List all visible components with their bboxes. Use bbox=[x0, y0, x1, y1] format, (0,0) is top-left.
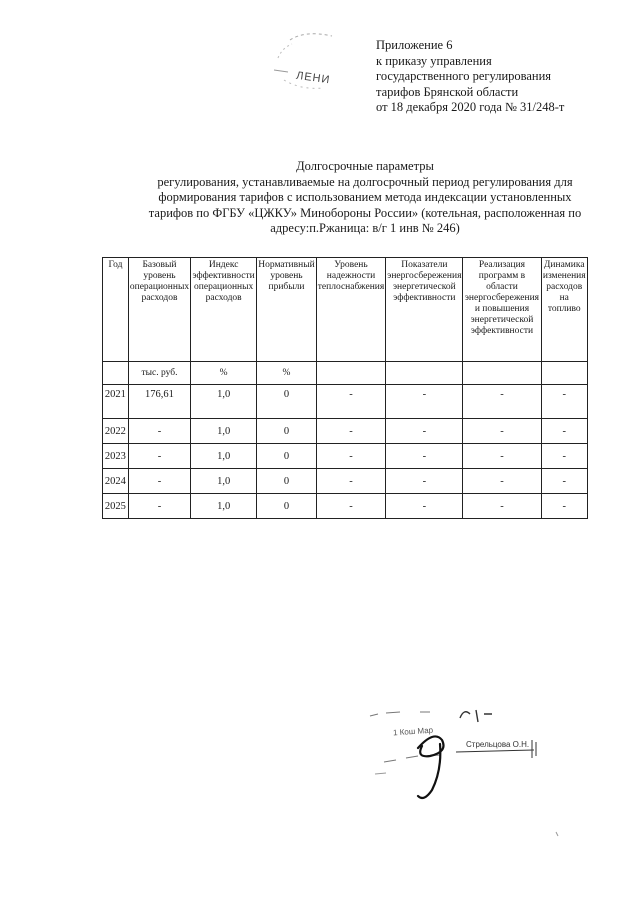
table-cell: 0 bbox=[257, 444, 317, 469]
table-cell: 0 bbox=[257, 494, 317, 519]
title-line-4: тарифов по ФГБУ «ЦЖКУ» Минобороны России» (котельная, расположенная по bbox=[148, 205, 582, 220]
table-cell: 2022 bbox=[103, 419, 129, 444]
header-reliability: Уровень надежности теплоснабжения bbox=[316, 258, 385, 362]
table-row bbox=[103, 494, 588, 519]
table-cell: 0 bbox=[257, 419, 317, 444]
appendix-line-5: от 18 декабря 2020 года № 31/248-т bbox=[376, 100, 565, 114]
table-cell: - bbox=[463, 444, 541, 469]
header-base-opex: Базовый уровень операционных расходов bbox=[128, 258, 190, 362]
unit-cell bbox=[463, 362, 541, 385]
table-cell: - bbox=[316, 494, 385, 519]
table-cell: 2024 bbox=[103, 469, 129, 494]
appendix-line-1: Приложение 6 bbox=[376, 38, 453, 52]
unit-cell: тыс. руб. bbox=[128, 362, 190, 385]
table-cell: - bbox=[128, 469, 190, 494]
appendix-line-2: к приказу управления bbox=[376, 53, 492, 68]
title-line-5: адресу:п.Ржаница: в/г 1 инв № 246) bbox=[270, 221, 460, 235]
table-cell: - bbox=[541, 419, 588, 444]
table-cell: 2023 bbox=[103, 444, 129, 469]
unit-cell: % bbox=[257, 362, 317, 385]
table-cell: - bbox=[463, 385, 541, 419]
table-cell: - bbox=[316, 469, 385, 494]
document-title bbox=[140, 159, 590, 237]
table-cell: - bbox=[541, 444, 588, 469]
unit-cell bbox=[386, 362, 463, 385]
unit-cell bbox=[103, 362, 129, 385]
title-line-1: Долгосрочные параметры bbox=[296, 159, 434, 173]
table-cell: - bbox=[128, 444, 190, 469]
table-cell: - bbox=[386, 444, 463, 469]
table-cell: - bbox=[463, 469, 541, 494]
title-line-3: формирования тарифов с использованием метода индексации установленных bbox=[158, 190, 572, 204]
header-year: Год bbox=[103, 258, 129, 362]
table-cell: - bbox=[386, 494, 463, 519]
table-cell: - bbox=[316, 419, 385, 444]
table-cell: 2021 bbox=[103, 385, 129, 419]
table-header-row bbox=[103, 258, 588, 362]
unit-cell: % bbox=[191, 362, 257, 385]
stamp-mark bbox=[270, 28, 360, 98]
parameters-table bbox=[102, 257, 588, 519]
table-cell: 1,0 bbox=[191, 494, 257, 519]
table-cell: - bbox=[541, 385, 588, 419]
title-line-2: регулирования, устанавливаемые на долгосрочный период регулирования для bbox=[157, 174, 573, 189]
header-efficiency-index: Индекс эффективности операционных расходов bbox=[191, 258, 257, 362]
stamp-text: ЛЕНИ bbox=[295, 69, 332, 87]
table-cell: 176,61 bbox=[128, 385, 190, 419]
table-row bbox=[103, 469, 588, 494]
table-cell: - bbox=[386, 385, 463, 419]
table-cell: 1,0 bbox=[191, 469, 257, 494]
header-fuel-dynamics: Динамика изменения расходов на топливо bbox=[541, 258, 588, 362]
table-cell: - bbox=[386, 469, 463, 494]
table-cell: - bbox=[463, 494, 541, 519]
table-cell: 0 bbox=[257, 385, 317, 419]
table-row bbox=[103, 419, 588, 444]
table-cell: 0 bbox=[257, 469, 317, 494]
table-cell: - bbox=[316, 444, 385, 469]
table-cell: - bbox=[541, 494, 588, 519]
table-cell: - bbox=[316, 385, 385, 419]
table-row bbox=[103, 444, 588, 469]
table-cell: 1,0 bbox=[191, 385, 257, 419]
table-cell: 2025 bbox=[103, 494, 129, 519]
table-units-row bbox=[103, 362, 588, 385]
table-cell: - bbox=[541, 469, 588, 494]
header-profit-level: Нормативный уровень прибыли bbox=[257, 258, 317, 362]
unit-cell bbox=[316, 362, 385, 385]
table-cell: - bbox=[128, 419, 190, 444]
appendix-line-4: тарифов Брянской области bbox=[376, 84, 519, 99]
signature-note: 1 Кош Мар bbox=[392, 725, 434, 738]
table-row bbox=[103, 385, 588, 419]
appendix-line-3: государственного регулирования bbox=[376, 69, 552, 83]
table-cell: 1,0 bbox=[191, 444, 257, 469]
table-cell: 1,0 bbox=[191, 419, 257, 444]
signatory-name: Стрельцова О.Н. bbox=[466, 740, 530, 749]
signature-mark bbox=[360, 700, 560, 840]
header-programs: Реализация программ в области энергосбережения и повышения энергетической эффективности bbox=[463, 258, 541, 362]
table-cell: - bbox=[463, 419, 541, 444]
table-cell: - bbox=[128, 494, 190, 519]
header-energy-saving: Показатели энергосбережения энергетической эффективности bbox=[386, 258, 463, 362]
unit-cell bbox=[541, 362, 588, 385]
table-cell: - bbox=[386, 419, 463, 444]
appendix-header bbox=[376, 38, 631, 116]
